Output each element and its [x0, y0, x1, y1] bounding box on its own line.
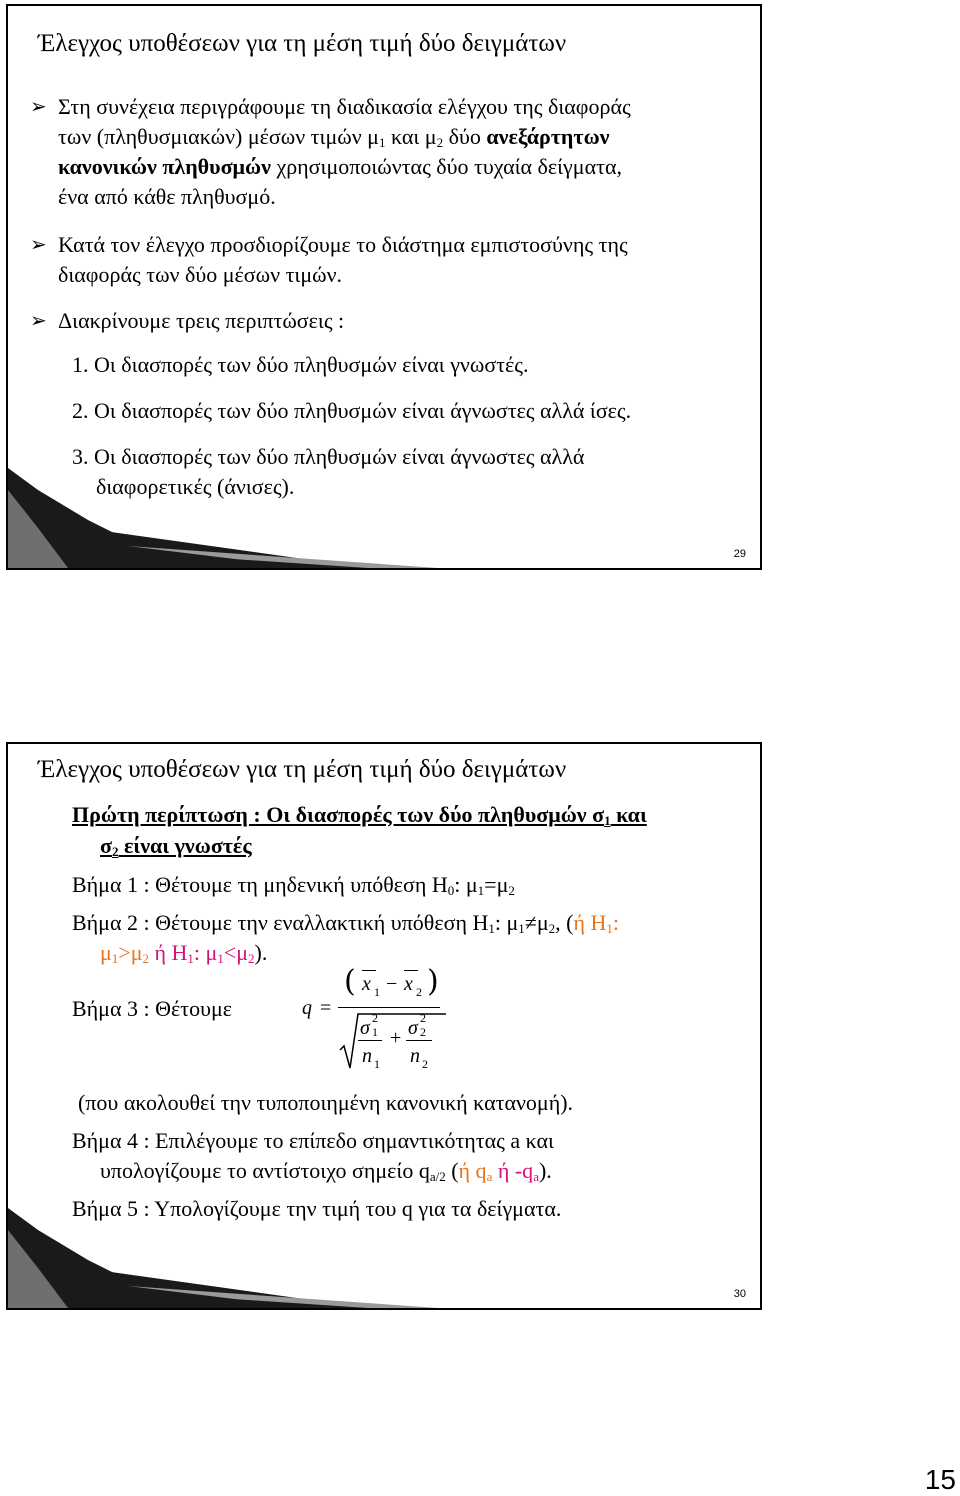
fraction-bar: [338, 1007, 440, 1008]
formula-x1-sub: 1: [374, 985, 380, 999]
arrow-bullet-icon: ➢: [30, 234, 47, 256]
bullet-1-line-3: κανονικών πληθυσμών χρησιμοποιώντας δύο τυχαία δείγματα,: [58, 154, 622, 179]
formula-x2: x: [404, 973, 413, 995]
formula-x2-sub: 2: [416, 985, 422, 999]
decorative-swoosh: [8, 1208, 762, 1308]
bullet-2-line-1: Κατά τον έλεγχο προσδιορίζουμε το διάστημα εμπιστοσύνης της: [58, 232, 628, 257]
slide-number: 30: [733, 1288, 746, 1300]
bullet-2-line-2: διαφοράς των δύο μέσων τιμών.: [58, 262, 343, 287]
bullet-1-line-4: ένα από κάθε πληθυσμό.: [58, 184, 276, 209]
step-4-line-2: υπολογίζουμε το αντίστοιχο σημείο $q_{a/2}$ (ή $q_a$ ή $-q_a$).: [100, 1158, 552, 1184]
formula-n1-sub: 1: [374, 1057, 380, 1071]
case-3-cont: διαφορετικές (άνισες).: [96, 474, 295, 499]
formula-x1: x: [362, 973, 371, 995]
arrow-bullet-icon: ➢: [30, 96, 47, 118]
formula-q: q: [302, 997, 312, 1019]
slide-number: 29: [733, 548, 746, 560]
bullet-1-line-1: Στη συνέχεια περιγράφουμε τη διαδικασία ελέγχου της διαφοράς: [58, 94, 631, 119]
formula-sigma1: σ: [360, 1017, 370, 1039]
case-2: 2. Οι διασπορές των δύο πληθυσμών είναι άγνωστες αλλά ίσες.: [72, 398, 632, 423]
formula-minus: −: [386, 973, 398, 995]
case-heading-line-2: $\sigma_2$ είναι γνωστές: [100, 833, 252, 859]
slide-29: [6, 4, 762, 570]
page-number: 15: [924, 1464, 956, 1495]
step-2-line-2: $\mu_1>\mu_2$ ή $H_1$: $\mu_1<\mu_2$).: [100, 940, 268, 966]
paren-close: ): [427, 964, 439, 999]
test-statistic-formula: [298, 964, 458, 1072]
bullet-1-line-2: των (πληθυσμιακών) μέσων τιμών $\mu_1$ και $\mu_2$ δύο ανεξάρτητων: [58, 124, 610, 150]
distribution-note: (που ακολουθεί την τυποποιημένη κανονική κατανομή).: [78, 1090, 574, 1115]
xbar1-line: [362, 970, 376, 971]
case-3: 3. Οι διασπορές των δύο πληθυσμών είναι άγνωστες αλλά: [72, 444, 585, 469]
step-3: Βήμα 3 : Θέτουμε: [72, 996, 233, 1021]
slide-title: Έλεγχος υποθέσεων για τη μέση τιμή δύο δειγμάτων: [38, 756, 567, 783]
inner-bar-2: [406, 1040, 432, 1041]
slide-title: Έλεγχος υποθέσεων για τη μέση τιμή δύο δειγμάτων: [38, 30, 567, 57]
case-heading-line-1: Πρώτη περίπτωση : Οι διασπορές των δύο πληθυσμών $\sigma_1$ και: [72, 802, 647, 828]
step-5: Βήμα 5 : Υπολογίζουμε την τιμή του q για τα δείγματα.: [72, 1196, 562, 1221]
formula-sigma2: σ: [408, 1017, 418, 1039]
formula-sigma2-sub: 2: [420, 1025, 426, 1039]
formula-equals: =: [320, 997, 332, 1019]
decorative-swoosh: [8, 468, 762, 568]
formula-n2-sub: 2: [422, 1057, 428, 1071]
step-4-line-1: Βήμα 4 : Επιλέγουμε το επίπεδο σημαντικότητας a και: [72, 1128, 554, 1153]
xbar2-line: [404, 970, 418, 971]
inner-bar-1: [358, 1040, 382, 1041]
paren-open: (: [344, 964, 356, 999]
slide-30: [6, 742, 762, 1310]
formula-plus: +: [390, 1027, 402, 1049]
step-1: Βήμα 1 : Θέτουμε τη μηδενική υπόθεση $H_0$: $\mu_1=\mu_2$: [72, 872, 515, 898]
step-2-line-1: Βήμα 2 : Θέτουμε την εναλλακτική υπόθεση $H_1$: $\mu_1\ne\mu_2$, (ή $H_1$:: [72, 910, 619, 936]
formula-n2: n: [410, 1045, 420, 1067]
formula-sigma1-sq: 2: [372, 1011, 378, 1025]
case-1: 1. Οι διασπορές των δύο πληθυσμών είναι γνωστές.: [72, 352, 529, 377]
formula-sigma1-sub: 1: [372, 1025, 378, 1039]
arrow-bullet-icon: ➢: [30, 310, 47, 332]
formula-sigma2-sq: 2: [420, 1011, 426, 1025]
formula-n1: n: [362, 1045, 372, 1067]
bullet-3: Διακρίνουμε τρεις περιπτώσεις :: [58, 308, 345, 333]
